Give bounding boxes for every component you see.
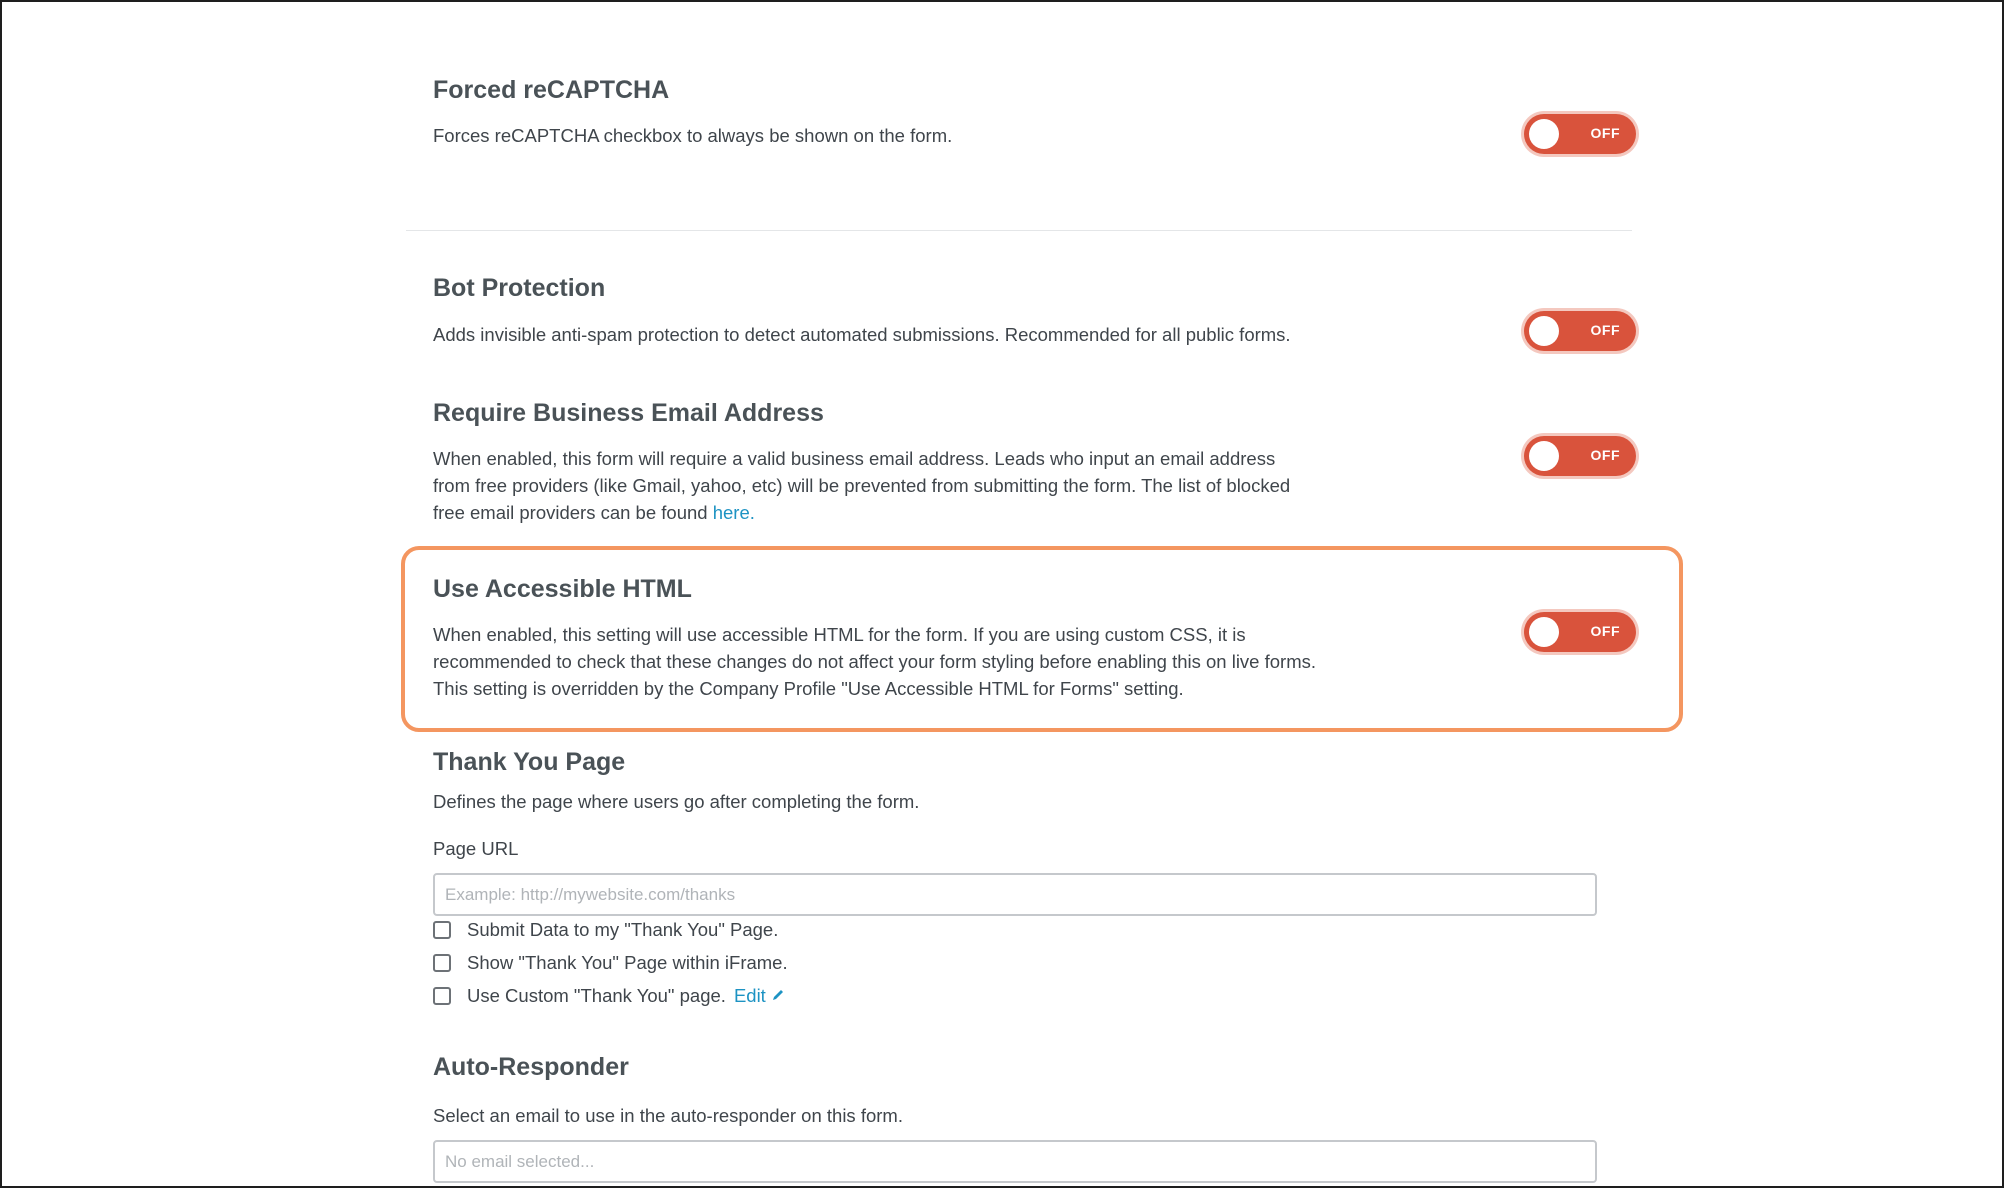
setting-title: Bot Protection xyxy=(433,274,606,302)
toggle-state-label: OFF xyxy=(1590,125,1620,141)
section-title: Thank You Page xyxy=(433,748,626,776)
setting-title: Forced reCAPTCHA xyxy=(433,76,670,104)
submit-data-checkbox[interactable] xyxy=(433,921,451,939)
page-url-label: Page URL xyxy=(433,838,519,859)
iframe-checkbox[interactable] xyxy=(433,954,451,972)
bot-protection-toggle[interactable] xyxy=(1524,311,1636,351)
setting-title: Use Accessible HTML xyxy=(433,575,692,603)
edit-link[interactable] xyxy=(734,985,785,1007)
toggle-state-label: OFF xyxy=(1590,447,1620,463)
section-description: Select an email to use in the auto-responder on this form. xyxy=(433,1105,903,1126)
section-title: Auto-Responder xyxy=(433,1053,629,1081)
setting-description: When enabled, this setting will use accessible HTML for the form. If you are using custom CSS, it is recommended to check that these changes do not affect your form styling before enabling this on live forms. This setting is overridden by the Company Profile "Use Accessible HTML for Forms" setting. xyxy=(433,624,1317,699)
toggle-state-label: OFF xyxy=(1590,322,1620,338)
section-divider xyxy=(406,230,1632,231)
option-label: Submit Data to my "Thank You" Page. xyxy=(467,919,779,940)
setting-description: Adds invisible anti-spam protection to detect automated submissions. Recommended for all public forms. xyxy=(433,324,1291,345)
toggle-knob xyxy=(1529,441,1559,471)
edit-label: Edit xyxy=(733,985,766,1006)
setting-title: Require Business Email Address xyxy=(433,399,824,427)
toggle-knob xyxy=(1529,119,1559,149)
description-text: When enabled, this form will require a valid business email address. Leads who input an email address from free providers (like Gmail, yahoo, etc) will be prevented from submitting the form. The list of blocked free email providers can be found xyxy=(433,448,1291,523)
accessible-html-toggle[interactable] xyxy=(1524,612,1636,652)
option-label: Use Custom "Thank You" page. xyxy=(467,985,726,1006)
auto-responder-select[interactable]: No email selected... xyxy=(433,1140,1597,1183)
toggle-state-label: OFF xyxy=(1590,623,1620,639)
setting-description: Forces reCAPTCHA checkbox to always be shown on the form. xyxy=(433,125,953,146)
option-label: Show "Thank You" Page within iFrame. xyxy=(467,952,788,973)
toggle-knob xyxy=(1529,316,1559,346)
business-email-toggle[interactable] xyxy=(1524,436,1636,476)
custom-page-checkbox[interactable] xyxy=(433,987,451,1005)
iframe-option xyxy=(433,952,788,974)
page-url-input[interactable]: Example: http://mywebsite.com/thanks xyxy=(433,873,1597,916)
setting-description xyxy=(433,445,1313,526)
blocked-providers-link[interactable]: here. xyxy=(712,502,755,523)
forced-recaptcha-toggle[interactable] xyxy=(1524,114,1636,154)
section-description: Defines the page where users go after completing the form. xyxy=(433,791,920,812)
custom-thank-you-option xyxy=(433,985,785,1007)
submit-data-option xyxy=(433,919,778,941)
pencil-icon xyxy=(771,985,785,1007)
toggle-knob xyxy=(1529,617,1559,647)
